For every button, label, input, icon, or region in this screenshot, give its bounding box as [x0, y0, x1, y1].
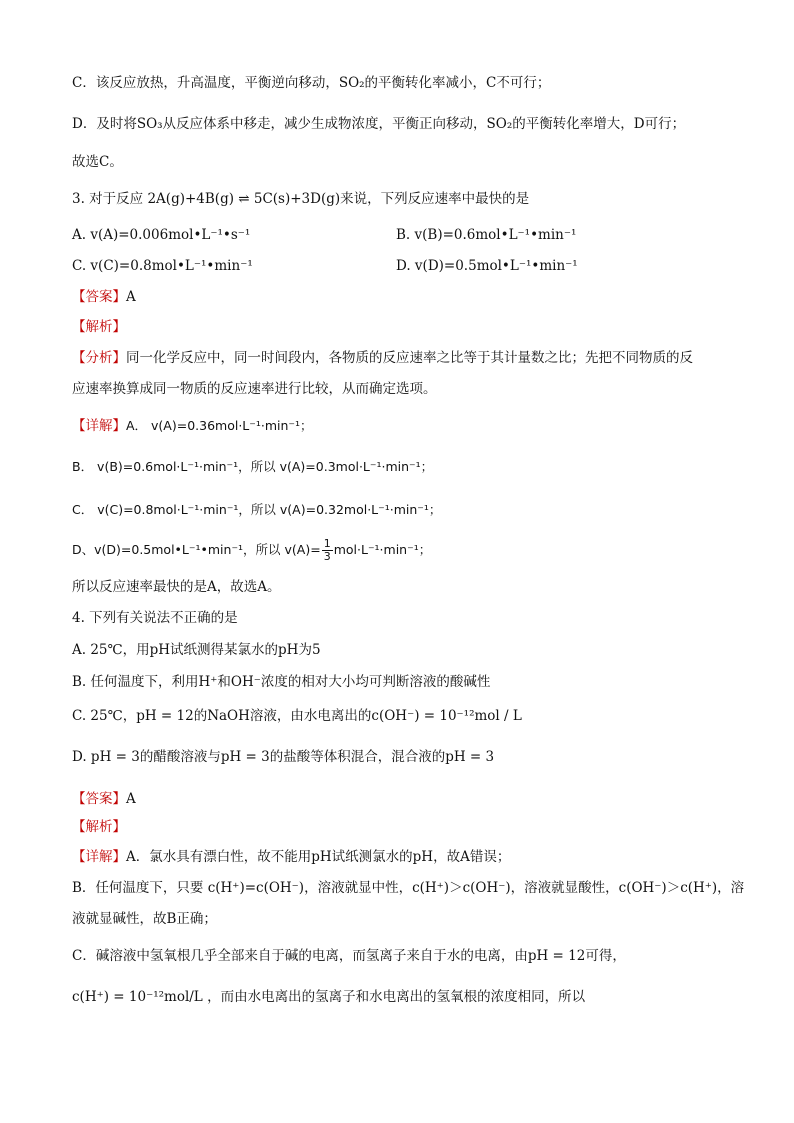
analysis-label-2: 【解析】 [72, 819, 126, 835]
fenxi-line-2: 应速率换算成同一物质的反应速率进行比较，从而确定选项。 [72, 381, 437, 397]
detail-line-d [72, 538, 431, 563]
fenxi-text-1: 同一化学反应中，同一时间段内，各物质的反应速率之比等于其计量数之比；先把不同物质的反 [126, 350, 693, 366]
detail2-line-c1: C．碱溶液中氢氧根几乎全部来自于碱的电离，而氢离子来自于水的电离，由pH = 12可得， [72, 948, 626, 964]
detail2-line-b1: B．任何温度下，只要 c(H⁺)=c(OH⁻)，溶液就显中性，c(H⁺)＞c(OH⁻)，溶液就显酸性，c(OH⁻)＞c(H⁺)，溶 [72, 880, 745, 896]
q4-option-b: B. 任何温度下，利用H⁺和OH⁻浓度的相对大小均可判断溶液的酸碱性 [72, 674, 491, 690]
fenxi-line-1 [72, 349, 693, 367]
detail2-line-c2: c(H⁺) = 10⁻¹²mol/L ，而由水电离出的氢离子和水电离出的氢氧根的浓度相同，所以 [72, 989, 586, 1005]
fraction-numerator: 1 [323, 537, 331, 550]
analysis-label-1: 【解析】 [72, 319, 126, 335]
q4-option-c: C. 25℃，pH = 12的NaOH溶液，由水电离出的c(OH⁻) = 10⁻¹²mol / L [72, 708, 522, 724]
q3-option-d: D. v(D)=0.5mol•L⁻¹•min⁻¹ [396, 258, 578, 274]
answer-label-2: 【答案】 [72, 791, 126, 807]
q4-option-a: A. 25℃，用pH试纸测得某氯水的pH为5 [72, 642, 321, 658]
detail-a-text: A． v(A)=0.36mol·L⁻¹·min⁻¹； [126, 418, 313, 433]
detail-label: 【详解】 [72, 418, 126, 434]
fraction-denominator: 3 [323, 550, 331, 563]
detail2-line-b2: 液就显碱性，故B正确； [72, 911, 217, 927]
answer-2 [72, 790, 136, 808]
detail2-a-text: A．氯水具有漂白性，故不能用pH试纸测氯水的pH，故A错误； [126, 849, 511, 865]
detail2-line-a [72, 848, 510, 866]
answer-value: A [126, 289, 136, 305]
fenxi-label: 【分析】 [72, 350, 126, 366]
detail-line-a [72, 417, 313, 435]
q3-option-a: A. v(A)=0.006mol•L⁻¹•s⁻¹ [72, 227, 251, 243]
q3-option-c: C. v(C)=0.8mol•L⁻¹•min⁻¹ [72, 258, 253, 274]
detail-label-2: 【详解】 [72, 849, 126, 865]
detail-line-b: B． v(B)=0.6mol·L⁻¹·min⁻¹，所以 v(A)=0.3mol·L⁻¹·min⁻¹； [72, 459, 434, 474]
question-3: 3. 对于反应 2A(g)+4B(g) ⇌ 5C(s)+3D(g)来说，下列反应速率中最快的是 [72, 191, 530, 207]
option-d-prev: D．及时将SO₃从反应体系中移走，减少生成物浓度，平衡正向移动，SO₂的平衡转化率增大，D可行； [72, 116, 686, 132]
answer-1 [72, 288, 136, 306]
detail-d-post: mol·L⁻¹·min⁻¹； [333, 542, 432, 557]
option-c-prev: C．该反应放热，升高温度，平衡逆向移动，SO₂的平衡转化率减小，C不可行； [72, 75, 551, 91]
q4-option-d: D. pH = 3的醋酸溶液与pH = 3的盐酸等体积混合，混合液的pH = 3 [72, 749, 495, 765]
fraction [322, 538, 333, 563]
detail-d-pre: D、v(D)=0.5mol•L⁻¹•min⁻¹，所以 v(A)= [72, 542, 321, 557]
detail-line-c: C． v(C)=0.8mol·L⁻¹·min⁻¹，所以 v(A)=0.32mol·L⁻¹·min⁻¹； [72, 502, 442, 517]
answer-label: 【答案】 [72, 289, 126, 305]
q3-option-b: B. v(B)=0.6mol•L⁻¹•min⁻¹ [396, 227, 577, 243]
question-4: 4. 下列有关说法不正确的是 [72, 610, 238, 626]
answer-value-2: A [126, 791, 136, 807]
conclusion-prev: 故选C。 [72, 154, 123, 170]
detail-conclusion: 所以反应速率最快的是A，故选A。 [72, 579, 281, 595]
